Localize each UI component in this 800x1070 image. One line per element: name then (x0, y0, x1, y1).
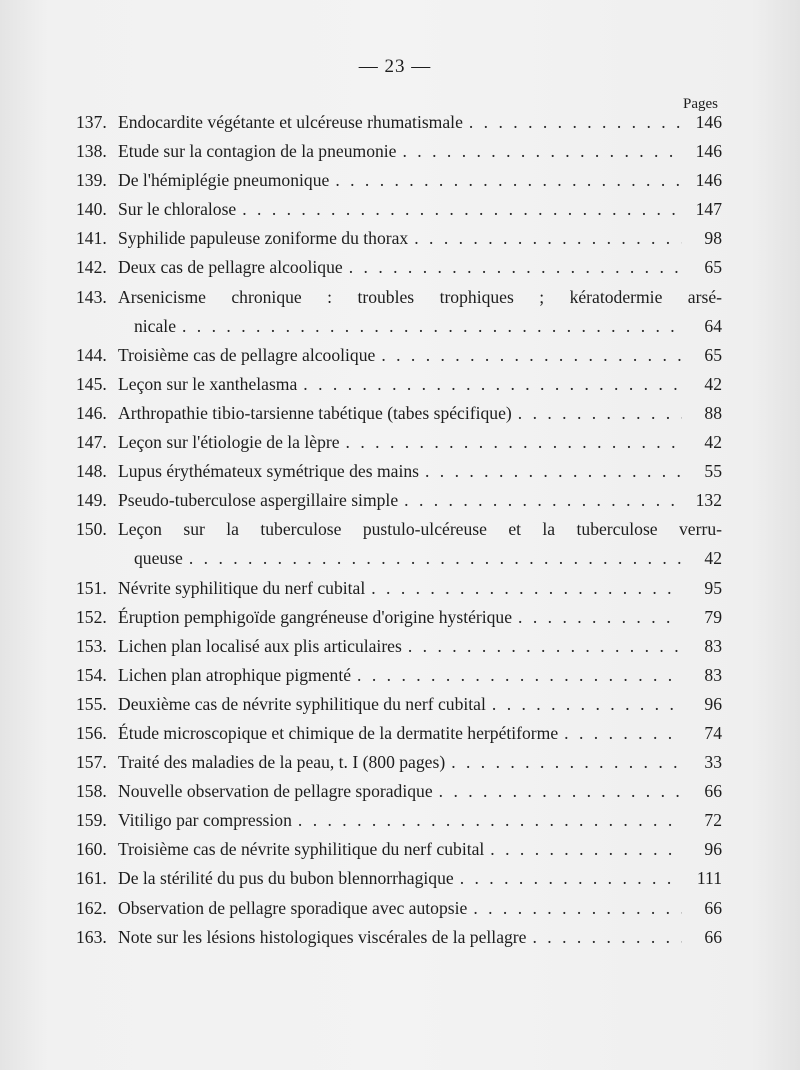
entry-number: 157. (76, 752, 107, 773)
entry-page: 65 (704, 257, 722, 278)
entry-body (118, 283, 722, 341)
entry-page: 96 (704, 693, 722, 714)
entry-body (118, 166, 722, 195)
entry-body (118, 923, 722, 952)
entry-body (118, 661, 722, 690)
entry-title: Nouvelle observation de pellagre sporadique (118, 781, 433, 802)
dot-leader (439, 777, 682, 806)
entry-number: 159. (76, 810, 107, 831)
entry-title: Étude microscopique et chimique de la dermatite herpétiforme (118, 722, 559, 743)
entry-title-line (118, 224, 722, 253)
page-number: — 23 — (358, 56, 432, 77)
entry-number: 138. (76, 141, 107, 162)
toc-entry (76, 690, 722, 719)
entry-title-line (118, 137, 722, 166)
entry-number: 150. (76, 519, 107, 540)
entry-body (118, 864, 722, 893)
entry-title: Deux cas de pellagre alcoolique (118, 257, 343, 278)
dot-leader (403, 137, 683, 166)
toc-entry (76, 341, 722, 370)
entry-title: Pseudo-tuberculose aspergillaire simple (118, 490, 399, 511)
entry-page: 65 (704, 344, 722, 365)
toc-entry (76, 457, 722, 486)
entry-body (118, 748, 722, 777)
entry-page: 66 (704, 926, 722, 947)
dot-leader (473, 894, 682, 923)
entry-body (118, 224, 722, 253)
toc-entry (76, 486, 722, 515)
dot-leader (381, 341, 682, 370)
toc-entry (76, 166, 722, 195)
entry-page: 55 (704, 461, 722, 482)
entry-title: Leçon sur le xanthelasma (118, 373, 298, 394)
entry-number: 147. (76, 432, 107, 453)
entry-body (118, 574, 722, 603)
entry-body (118, 806, 722, 835)
entry-title: Leçon sur l'étiologie de la lèpre (118, 432, 340, 453)
entry-body (118, 195, 722, 224)
toc-entry (76, 777, 722, 806)
entry-number: 162. (76, 897, 107, 918)
entry-title: Névrite syphilitique du nerf cubital (118, 577, 366, 598)
entry-title-line (118, 835, 722, 864)
entry-body (118, 137, 722, 166)
entry-title-line (118, 195, 722, 224)
entry-number: 161. (76, 868, 107, 889)
entry-title-line (118, 166, 722, 195)
entry-title: Lichen plan localisé aux plis articulaires (118, 635, 402, 656)
entry-title-line (118, 748, 722, 777)
toc-entry (76, 806, 722, 835)
entry-title: Éruption pemphigoïde gangréneuse d'origine hystérique (118, 606, 513, 627)
dot-leader (242, 195, 682, 224)
entry-number: 145. (76, 373, 107, 394)
dot-leader (469, 108, 682, 137)
entry-title-line (118, 864, 722, 893)
dot-leader (404, 486, 682, 515)
entry-title: Lichen plan atrophique pigmenté (118, 664, 352, 685)
dot-leader (414, 224, 682, 253)
entry-body (118, 108, 722, 137)
entry-number: 139. (76, 170, 107, 191)
entry-title: Traité des maladies de la peau, t. I (800 pages) (118, 752, 446, 773)
dot-leader (346, 428, 682, 457)
entry-body (118, 632, 722, 661)
entry-body (118, 486, 722, 515)
entry-page: 98 (704, 228, 722, 249)
entry-number: 143. (76, 286, 107, 307)
dot-leader (532, 923, 682, 952)
toc-entry (76, 748, 722, 777)
toc-entry (76, 253, 722, 282)
entry-page: 95 (704, 577, 722, 598)
toc-entry (76, 108, 722, 137)
dot-leader (490, 835, 682, 864)
toc-entry (76, 399, 722, 428)
entry-page: 33 (704, 752, 722, 773)
entry-number: 151. (76, 577, 107, 598)
entry-title: Arthropathie tibio-tarsienne tabétique (tabes spécifique) (118, 402, 512, 423)
entry-title: Lupus érythémateux symétrique des mains (118, 461, 419, 482)
entry-page: 88 (704, 402, 722, 423)
entry-title: Observation de pellagre sporadique avec autopsie (118, 897, 468, 918)
entry-title-line (118, 370, 722, 399)
entry-body (118, 719, 722, 748)
pages-column-header: Pages (683, 96, 718, 112)
toc-entry (76, 864, 722, 893)
entry-body (118, 603, 722, 632)
entry-body (118, 515, 722, 573)
entry-body (118, 341, 722, 370)
entry-title-continuation: nicale (134, 315, 176, 336)
entry-page: 132 (695, 490, 722, 511)
toc-entry (76, 603, 722, 632)
entry-title-line (118, 690, 722, 719)
entry-title-line (118, 428, 722, 457)
entry-title: Troisième cas de névrite syphilitique du nerf cubital (118, 839, 485, 860)
entry-body (118, 399, 722, 428)
entry-number: 146. (76, 402, 107, 423)
entry-number: 153. (76, 635, 107, 656)
entry-number: 140. (76, 199, 107, 220)
entry-number: 144. (76, 344, 107, 365)
entry-page: 146 (695, 170, 722, 191)
entry-title-line (118, 253, 722, 282)
entry-title: Vitiligo par compression (118, 810, 292, 831)
entry-title-line (118, 923, 722, 952)
entry-page: 42 (704, 373, 722, 394)
entry-page: 72 (704, 810, 722, 831)
entry-body (118, 457, 722, 486)
entry-title-line (118, 632, 722, 661)
toc-entry (76, 661, 722, 690)
entry-page: 83 (704, 664, 722, 685)
entry-title-line (118, 312, 722, 341)
entry-title-line (118, 719, 722, 748)
entry-number: 152. (76, 606, 107, 627)
entry-body (118, 835, 722, 864)
toc-entry (76, 370, 722, 399)
entry-page: 147 (695, 199, 722, 220)
table-of-contents (76, 108, 722, 952)
entry-title: Troisième cas de pellagre alcoolique (118, 344, 376, 365)
entry-page: 66 (704, 781, 722, 802)
entry-page: 66 (704, 897, 722, 918)
entry-page: 42 (704, 432, 722, 453)
dot-leader (408, 632, 682, 661)
entry-title-line (118, 544, 722, 573)
entry-title-continuation: queuse (134, 548, 183, 569)
entry-title-line (118, 457, 722, 486)
toc-entry (76, 894, 722, 923)
entry-page: 146 (695, 141, 722, 162)
dot-leader (335, 166, 682, 195)
toc-entry (76, 632, 722, 661)
dot-leader (371, 574, 682, 603)
entry-title-line (118, 341, 722, 370)
entry-title: Deuxième cas de névrite syphilitique du nerf cubital (118, 693, 486, 714)
entry-body (118, 894, 722, 923)
entry-title-line (118, 603, 722, 632)
entry-number: 160. (76, 839, 107, 860)
entry-title: Leçon sur la tuberculose pustulo-ulcéreuse et la tuberculose verru- (118, 519, 722, 540)
entry-number: 141. (76, 228, 107, 249)
toc-entry (76, 515, 722, 573)
entry-page: 111 (696, 868, 722, 889)
dot-leader (349, 253, 682, 282)
entry-number: 156. (76, 722, 107, 743)
entry-title: Arsenicisme chronique : troubles trophiques ; kératodermie arsé- (118, 286, 722, 307)
dot-leader (460, 864, 682, 893)
entry-body (118, 253, 722, 282)
entry-title: Syphilide papuleuse zoniforme du thorax (118, 228, 409, 249)
entry-body (118, 428, 722, 457)
entry-body (118, 690, 722, 719)
entry-title: De l'hémiplégie pneumonique (118, 170, 330, 191)
entry-body (118, 370, 722, 399)
entry-page: 64 (704, 315, 722, 336)
entry-title: Sur le chloralose (118, 199, 237, 220)
entry-title: De la stérilité du pus du bubon blennorrhagique (118, 868, 454, 889)
entry-body (118, 777, 722, 806)
entry-page: 96 (704, 839, 722, 860)
toc-entry (76, 283, 722, 341)
entry-page: 74 (704, 722, 722, 743)
entry-number: 149. (76, 490, 107, 511)
dot-leader (357, 661, 682, 690)
dot-leader (425, 457, 682, 486)
entry-page: 42 (704, 548, 722, 569)
toc-entry (76, 574, 722, 603)
entry-page: 146 (695, 112, 722, 132)
entry-title-line (118, 894, 722, 923)
entry-title: Etude sur la contagion de la pneumonie (118, 141, 397, 162)
dot-leader (492, 690, 682, 719)
toc-entry (76, 719, 722, 748)
toc-entry (76, 428, 722, 457)
dot-leader (564, 719, 682, 748)
entry-number: 142. (76, 257, 107, 278)
entry-number: 158. (76, 781, 107, 802)
entry-title-line (118, 108, 722, 137)
dot-leader (451, 748, 682, 777)
entry-number: 155. (76, 693, 107, 714)
entry-title: Endocardite végétante et ulcéreuse rhumatismale (118, 112, 463, 132)
dot-leader (518, 603, 682, 632)
entry-title-line (118, 806, 722, 835)
toc-entry (76, 835, 722, 864)
entry-page: 79 (704, 606, 722, 627)
entry-number: 163. (76, 926, 107, 947)
toc-entry (76, 137, 722, 166)
toc-entry (76, 195, 722, 224)
entry-page: 83 (704, 635, 722, 656)
dot-leader (298, 806, 682, 835)
entry-title: Note sur les lésions histologiques viscérales de la pellagre (118, 926, 527, 947)
toc-entry (76, 923, 722, 952)
entry-title-line (118, 661, 722, 690)
toc-entry (76, 224, 722, 253)
dot-leader (303, 370, 682, 399)
entry-number: 137. (76, 112, 107, 132)
entry-title-line (118, 399, 722, 428)
dot-leader (189, 544, 682, 573)
entry-title-line (118, 486, 722, 515)
dot-leader (182, 312, 682, 341)
entry-title-line (118, 777, 722, 806)
entry-title-line (118, 574, 722, 603)
entry-number: 154. (76, 664, 107, 685)
dot-leader (518, 399, 682, 428)
entry-number: 148. (76, 461, 107, 482)
